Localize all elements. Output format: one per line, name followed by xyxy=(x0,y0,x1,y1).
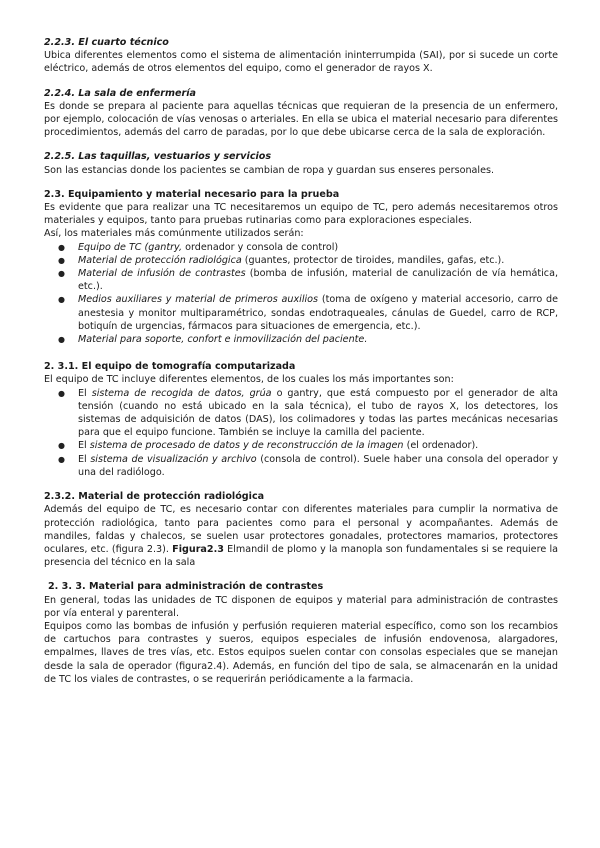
section-2-3-3 xyxy=(44,580,558,686)
materials-list xyxy=(44,241,558,347)
section-2-3-1 xyxy=(44,360,558,479)
section-heading: 2.2.4. La sala de enfermería xyxy=(44,87,196,99)
section-2-3-2 xyxy=(44,490,558,569)
section-heading: 2.3. Equipamiento y material necesario para la prueba xyxy=(44,188,340,200)
section-paragraph: Es evidente que para realizar una TC necesitaremos un equipo de TC, pero además necesitaremos otros materiales y equipos, tanto para pruebas rutinarias como para exploraciones especiales. xyxy=(44,202,558,227)
section-heading: 2.2.5. Las taquillas, vestuarios y servicios xyxy=(44,151,272,163)
list-item: ● El sistema de recogida de datos, grúa o gantry, que está compuesto por el generador de alta tensión (cuando no está ubicado en la sala técnica), el tubo de rayos X, los detectores, los sistemas de adquisición de datos (DAS), los colimadores y todas las partes mecánicas necesarias para que el equipo funcione. También se incluye la camilla del paciente. xyxy=(78,387,558,440)
ct-equipment-list xyxy=(44,387,558,479)
list-item: ● Material de infusión de contrastes (bomba de infusión, material de canulización de vía hemática, etc.). xyxy=(78,267,558,293)
list-item: ● Equipo de TC (gantry, ordenador y consola de control) xyxy=(78,241,558,254)
list-item: ● Material para soporte, confort e inmovilización del paciente. xyxy=(78,333,558,346)
section-heading: 2.3.2. Material de protección radiológica xyxy=(44,491,265,503)
section-2-2-4 xyxy=(44,87,558,140)
document-page xyxy=(44,36,558,697)
figure-reference: Figura2.3 xyxy=(172,543,224,555)
list-item: ● Medios auxiliares y material de primeros auxilios (toma de oxígeno y material accesorio, carro de anestesia y monitor multiparamétrico, sondas endotraqueales, cánulas de Guedel, carro de RCP, botiquín de urgencias, fármacos para situaciones de emergencia, etc.). xyxy=(78,293,558,333)
section-paragraph: Es donde se prepara al paciente para aquellas técnicas que requieran de la presencia de un enfermero, por ejemplo, colocación de vías venosas o arteriales. En ella se ubica el material necesario para diferentes procedimientos, además del carro de paradas, por lo que debe ubicarse cerca de la sala de exploración. xyxy=(44,100,558,139)
section-paragraph: En general, todas las unidades de TC disponen de equipos y material para administración de contrastes por vía enteral y parenteral. xyxy=(44,594,558,619)
list-item: ● El sistema de visualización y archivo (consola de control). Suele haber una consola del operador y una del radiólogo. xyxy=(78,453,558,479)
section-heading: 2. 3.1. El equipo de tomografía computarizada xyxy=(44,361,296,373)
section-2-2-5 xyxy=(44,150,558,176)
section-paragraph: El equipo de TC incluye diferentes elementos, de los cuales los más importantes son: xyxy=(44,374,454,386)
list-item: ● El sistema de procesado de datos y de reconstrucción de la imagen (el ordenador). xyxy=(78,439,558,452)
section-intro: Así, los materiales más comúnmente utilizados serán: xyxy=(44,228,304,240)
section-paragraph: Además del equipo de TC, es necesario contar con diferentes materiales para cumplir la normativa de protección radiológica, tanto para pacientes como para el personal y acompañantes. Además de mandiles, faldas y chalecos, se suelen usar protectores gonadales, protectores mamarios, protectores oculares, etc. (figura 2.3). Figura2.3 Elmandil de plomo y la manopla son fundamentales si se requiere la presencia del técnico en la sala xyxy=(44,504,558,569)
section-paragraph: Equipos como las bombas de infusión y perfusión requieren material específico, como son los recambios de cartuchos para contrastes y sueros, equipos especiales de infusión endovenosa, alargadores, empalmes, llaves de tres vías, etc. Estos equipos suelen contar con consolas especiales que se manejan desde la sala de operador (figura2.4). Además, en función del tipo de sala, se almacenarán en la unidad de TC los viales de contrastes, o se requerirán periódicamente a la farmacia. xyxy=(44,620,558,685)
section-2-3 xyxy=(44,188,558,346)
list-item: ● Material de protección radiológica (guantes, protector de tiroides, mandiles, gafas, etc.). xyxy=(78,254,558,267)
section-paragraph: Son las estancias donde los pacientes se cambian de ropa y guardan sus enseres personales. xyxy=(44,164,495,176)
section-heading: 2.2.3. El cuarto técnico xyxy=(44,37,169,48)
section-paragraph: Ubica diferentes elementos como el sistema de alimentación ininterrumpida (SAI), por si sucede un corte eléctrico, además de otros elementos del equipo, como el generador de rayos X. xyxy=(44,50,558,75)
section-2-2-3 xyxy=(44,36,558,76)
section-heading: 2. 3. 3. Material para administración de contrastes xyxy=(48,581,324,593)
